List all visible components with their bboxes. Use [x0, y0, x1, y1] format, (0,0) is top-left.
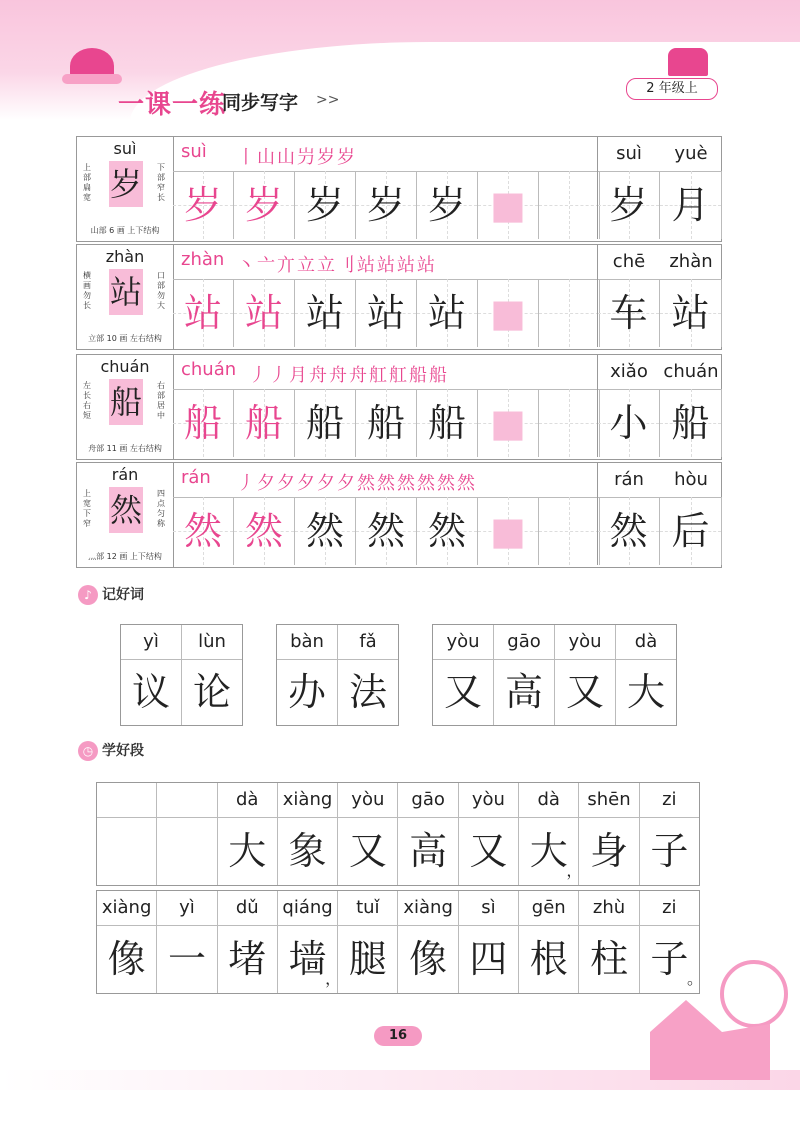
char-radical-info: 立部 10 画 左右结构 — [88, 334, 162, 343]
paragraph-pinyin: qiáng — [278, 891, 337, 926]
paragraph-line-2 — [96, 890, 703, 994]
right-tip: 口部勿大 — [157, 271, 165, 310]
stroke-step: 岁 — [317, 147, 337, 168]
paragraph-pinyin: zhù — [579, 891, 638, 926]
stroke-step: 立 — [317, 255, 337, 276]
paragraph-cell — [157, 783, 217, 885]
word-pinyin: chuán — [663, 361, 719, 382]
stroke-order-band — [173, 245, 597, 280]
char-pinyin: rán — [111, 465, 139, 484]
word-cell — [660, 171, 722, 239]
practice-cell[interactable] — [539, 171, 600, 239]
practice-cells — [173, 171, 600, 239]
stroke-step: 夕 — [277, 473, 297, 494]
left-tip: 上宽下窄 — [83, 489, 91, 528]
stroke-pinyin: zhàn — [181, 249, 225, 270]
word-column — [338, 625, 398, 725]
stroke-step: 屶 — [297, 147, 317, 168]
grade-badge: 2 年级上 — [626, 78, 718, 100]
practice-cell[interactable] — [234, 389, 295, 457]
char-model: 船 — [109, 379, 143, 425]
practice-cell[interactable] — [173, 279, 234, 347]
word-char: 后 — [671, 509, 710, 553]
word-cell — [598, 389, 660, 457]
stroke-step: 舟 — [349, 365, 369, 386]
practice-cell[interactable] — [539, 389, 600, 457]
stroke-step: 夕 — [317, 473, 337, 494]
practice-char: 船 — [427, 401, 466, 445]
word-column — [494, 625, 555, 725]
paragraph-cell — [459, 783, 519, 885]
word-pinyin: yòu — [433, 625, 493, 660]
char-info-panel — [77, 355, 174, 459]
stroke-step: 刂 — [337, 255, 357, 276]
word-column — [616, 625, 676, 725]
paragraph-char: 一 — [167, 937, 206, 981]
paragraph-pinyin: tuǐ — [338, 891, 397, 926]
practice-cell[interactable] — [295, 279, 356, 347]
char-row — [76, 244, 722, 350]
paragraph-char: 像 — [107, 937, 146, 981]
word-chars-row — [597, 389, 722, 457]
paragraph-char: 象 — [288, 829, 327, 873]
word-cell — [660, 497, 722, 565]
cake-icon — [668, 48, 708, 76]
word-char: 又 — [565, 670, 604, 714]
right-tip: 四点匀称 — [157, 489, 165, 528]
paragraph-pinyin: dà — [519, 783, 578, 818]
paragraph-char: 大 — [529, 829, 568, 873]
paragraph-pinyin: sì — [459, 891, 518, 926]
paragraph-cell — [97, 891, 157, 993]
tracing-placeholder: ■ — [490, 183, 526, 227]
stroke-step: 站 — [377, 255, 397, 276]
word-column — [121, 625, 182, 725]
practice-cells — [173, 389, 600, 457]
paragraph-pinyin — [97, 783, 156, 818]
tracing-placeholder: ■ — [490, 509, 526, 553]
practice-char: 站 — [183, 291, 222, 335]
left-tip: 上部扁宽 — [83, 163, 91, 202]
paragraph-pinyin: gāo — [398, 783, 457, 818]
practice-char: 船 — [305, 401, 344, 445]
stroke-order — [249, 361, 449, 387]
word-char: 高 — [504, 670, 543, 714]
char-model: 站 — [109, 269, 143, 315]
paragraph-char: 柱 — [590, 937, 629, 981]
paragraph-char — [97, 818, 156, 884]
stroke-step: 丿 — [249, 365, 269, 386]
char-radical-info: 山部 6 画 上下结构 — [90, 226, 160, 235]
stroke-step: 舟 — [309, 365, 329, 386]
bell-icon: ♪ — [78, 585, 98, 605]
paragraph-pinyin: yòu — [459, 783, 518, 818]
practice-char: 站 — [305, 291, 344, 335]
word-pinyin-row — [597, 137, 722, 172]
right-tip: 下部窄长 — [157, 163, 165, 202]
practice-cell[interactable] — [356, 279, 417, 347]
word-char: 法 — [348, 670, 387, 714]
paragraph-pinyin: xiàng — [97, 891, 156, 926]
word-pinyin-row — [597, 355, 722, 390]
paragraph-char: 腿 — [348, 937, 387, 981]
tracing-placeholder: ■ — [490, 401, 526, 445]
stroke-step: 山 — [257, 147, 277, 168]
practice-cell[interactable] — [356, 171, 417, 239]
practice-char: 然 — [183, 509, 222, 553]
practice-char: 船 — [183, 401, 222, 445]
stroke-order — [237, 469, 477, 495]
word-cell — [660, 389, 722, 457]
stroke-step: 然 — [357, 473, 377, 494]
paragraph-char: 堵 — [228, 937, 267, 981]
char-model: 岁 — [109, 161, 143, 207]
punctuation: ， — [566, 861, 583, 880]
word-pinyin-row — [597, 463, 722, 498]
stroke-step: 丶 — [237, 255, 257, 276]
section-words-title: ♪ 记好词 — [78, 584, 144, 605]
stroke-step: 然 — [457, 473, 477, 494]
practice-char: 站 — [244, 291, 283, 335]
tracing-placeholder: ■ — [490, 291, 526, 335]
stroke-pinyin: chuán — [181, 359, 237, 380]
word-pinyin: rán — [614, 469, 644, 490]
paragraph-pinyin: dǔ — [218, 891, 277, 926]
word-char: 月 — [671, 183, 710, 227]
stroke-step: 岁 — [337, 147, 357, 168]
page-number: 16 — [374, 1026, 422, 1046]
word-box — [432, 624, 677, 726]
paragraph-cell — [640, 891, 703, 993]
practice-char: 站 — [366, 291, 405, 335]
word-pinyin: yuè — [674, 143, 708, 164]
word-cell — [598, 171, 660, 239]
paragraph-char: 根 — [529, 937, 568, 981]
practice-cell[interactable] — [478, 497, 539, 565]
practice-cell[interactable] — [234, 279, 295, 347]
word-pinyin: hòu — [674, 469, 708, 490]
word-column — [433, 625, 494, 725]
paragraph-pinyin: dà — [218, 783, 277, 818]
word-char: 车 — [609, 291, 648, 335]
stroke-pinyin: rán — [181, 467, 211, 488]
hat-logo-icon — [70, 48, 114, 84]
char-row — [76, 354, 722, 460]
word-pinyin: gāo — [494, 625, 554, 660]
word-pinyin: fǎ — [338, 625, 398, 660]
paragraph-char: 又 — [348, 829, 387, 873]
stroke-step: 然 — [417, 473, 437, 494]
paragraph-char: 大 — [228, 829, 267, 873]
paragraph-cell — [157, 891, 217, 993]
stroke-step: 然 — [437, 473, 457, 494]
stroke-order-band — [173, 137, 597, 172]
practice-cell[interactable] — [356, 497, 417, 565]
practice-cell[interactable] — [173, 171, 234, 239]
left-tip: 左长右短 — [83, 381, 91, 420]
practice-cell[interactable] — [478, 279, 539, 347]
stroke-step: 亣 — [277, 255, 297, 276]
practice-cell[interactable] — [234, 171, 295, 239]
paragraph-cell — [398, 783, 458, 885]
word-char: 船 — [671, 401, 710, 445]
word-char: 又 — [443, 670, 482, 714]
practice-cell[interactable] — [356, 389, 417, 457]
word-column — [555, 625, 616, 725]
char-info-panel — [77, 137, 174, 241]
paragraph-pinyin: xiàng — [278, 783, 337, 818]
char-pinyin: suì — [113, 139, 137, 158]
practice-cell[interactable] — [295, 171, 356, 239]
right-tip: 右部居中 — [157, 381, 165, 420]
paragraph-pinyin — [157, 783, 216, 818]
practice-cell[interactable] — [539, 497, 600, 565]
paragraph-cell — [459, 891, 519, 993]
word-char: 论 — [192, 670, 231, 714]
series-title: 一课一练 — [118, 90, 227, 120]
word-pinyin: suì — [616, 143, 642, 164]
word-char: 然 — [609, 509, 648, 553]
paragraph-cell — [218, 891, 278, 993]
char-info-panel — [77, 245, 174, 349]
paragraph-cell — [278, 891, 342, 993]
paragraph-cell — [640, 783, 699, 885]
word-column — [182, 625, 242, 725]
title-arrow: >> — [316, 92, 340, 108]
paragraph-pinyin: shēn — [579, 783, 638, 818]
stroke-step: 站 — [357, 255, 377, 276]
word-pinyin: zhàn — [669, 251, 713, 272]
word-pinyin: yì — [121, 625, 181, 660]
paragraph-char — [157, 818, 216, 884]
practice-char: 船 — [244, 401, 283, 445]
word-box — [120, 624, 243, 726]
stroke-step: 舡 — [369, 365, 389, 386]
stroke-order-band — [173, 355, 597, 390]
paragraph-char: 高 — [409, 829, 448, 873]
stroke-step: 月 — [289, 365, 309, 386]
word-pinyin: yòu — [555, 625, 615, 660]
practice-cell[interactable] — [478, 389, 539, 457]
practice-cell[interactable] — [295, 497, 356, 565]
stroke-step: 站 — [397, 255, 417, 276]
paragraph-pinyin: zi — [640, 891, 699, 926]
word-cell — [660, 279, 722, 347]
paragraph-char: 子 — [650, 937, 689, 981]
paragraph-cell — [278, 783, 338, 885]
left-tip: 横画勿长 — [83, 271, 91, 310]
paragraph-char: 身 — [590, 829, 629, 873]
char-info-panel — [77, 463, 174, 567]
word-chars-row — [597, 497, 722, 565]
word-box — [276, 624, 399, 726]
section-paragraph-title: ◷ 学好段 — [78, 740, 144, 761]
paragraph-char: 子 — [650, 829, 689, 873]
practice-char: 岁 — [244, 183, 283, 227]
stroke-order-band — [173, 463, 597, 498]
char-pinyin: chuán — [100, 357, 150, 376]
paragraph-cell — [97, 783, 157, 885]
word-pinyin: lùn — [182, 625, 242, 660]
word-char: 小 — [609, 401, 648, 445]
practice-cell[interactable] — [478, 171, 539, 239]
practice-char: 岁 — [366, 183, 405, 227]
word-pinyin: bàn — [277, 625, 337, 660]
paragraph-pinyin: gēn — [519, 891, 578, 926]
stroke-step: 船 — [409, 365, 429, 386]
practice-char: 岁 — [183, 183, 222, 227]
paragraph-char: 像 — [409, 937, 448, 981]
practice-char: 然 — [427, 509, 466, 553]
word-char: 站 — [671, 291, 710, 335]
stroke-step: 舟 — [329, 365, 349, 386]
paragraph-pinyin: yòu — [338, 783, 397, 818]
char-radical-info: 灬部 12 画 上下结构 — [88, 552, 162, 561]
word-char: 岁 — [609, 183, 648, 227]
practice-char: 然 — [366, 509, 405, 553]
paragraph-char: 墙 — [288, 937, 327, 981]
paragraph-cell — [218, 783, 278, 885]
stroke-order — [237, 143, 357, 169]
stroke-step: 夕 — [257, 473, 277, 494]
practice-cells — [173, 497, 600, 565]
word-pinyin: dà — [616, 625, 676, 660]
stroke-step: 夕 — [297, 473, 317, 494]
word-pinyin-row — [597, 245, 722, 280]
char-row — [76, 136, 722, 242]
paragraph-char: 又 — [469, 829, 508, 873]
paragraph-cell — [519, 783, 583, 885]
paragraph-cell — [519, 891, 579, 993]
practice-cell[interactable] — [539, 279, 600, 347]
practice-char: 站 — [427, 291, 466, 335]
practice-char: 岁 — [305, 183, 344, 227]
word-pinyin: chē — [612, 251, 646, 272]
word-pinyin: xiǎo — [610, 361, 648, 382]
word-char: 议 — [131, 670, 170, 714]
stroke-step: 船 — [429, 365, 449, 386]
practice-char: 岁 — [427, 183, 466, 227]
punctuation: ， — [325, 969, 342, 988]
stroke-step: 丿 — [237, 473, 257, 494]
stroke-step: 立 — [297, 255, 317, 276]
char-radical-info: 舟部 11 画 左右结构 — [88, 444, 162, 453]
stroke-step: 亠 — [257, 255, 277, 276]
punctuation: 。 — [686, 969, 703, 988]
paragraph-char: 四 — [469, 937, 508, 981]
stroke-step: 夕 — [337, 473, 357, 494]
word-char: 大 — [626, 670, 665, 714]
paragraph-cell — [398, 891, 458, 993]
char-row — [76, 462, 722, 568]
practice-cell[interactable] — [295, 389, 356, 457]
paragraph-pinyin: xiàng — [398, 891, 457, 926]
word-char: 办 — [287, 670, 326, 714]
practice-char: 船 — [366, 401, 405, 445]
stroke-step: 站 — [417, 255, 437, 276]
stroke-step: 然 — [377, 473, 397, 494]
paragraph-cell — [338, 783, 398, 885]
practice-cell[interactable] — [173, 497, 234, 565]
practice-cell[interactable] — [173, 389, 234, 457]
paragraph-cell — [579, 891, 639, 993]
word-cell — [598, 279, 660, 347]
practice-cell[interactable] — [417, 279, 478, 347]
char-pinyin: zhàn — [105, 247, 145, 266]
stroke-step: 舡 — [389, 365, 409, 386]
word-chars-row — [597, 279, 722, 347]
word-cell — [598, 497, 660, 565]
stroke-step: 山 — [277, 147, 297, 168]
clock-icon: ◷ — [78, 741, 98, 761]
stroke-step: 丨 — [237, 147, 257, 168]
practice-cell[interactable] — [417, 389, 478, 457]
paragraph-cell — [579, 783, 639, 885]
windmill-icon — [720, 960, 788, 1028]
char-model: 然 — [109, 487, 143, 533]
stroke-pinyin: suì — [181, 141, 207, 162]
practice-cell[interactable] — [417, 171, 478, 239]
stroke-step: 丿 — [269, 365, 289, 386]
paragraph-cell — [338, 891, 398, 993]
lesson-title: 同步写字 — [222, 92, 299, 114]
paragraph-line-1 — [96, 782, 700, 886]
stroke-step: 然 — [397, 473, 417, 494]
practice-char: 然 — [244, 509, 283, 553]
practice-cells — [173, 279, 600, 347]
paragraph-pinyin: zi — [640, 783, 699, 818]
stroke-order — [237, 251, 437, 277]
practice-char: 然 — [305, 509, 344, 553]
word-column — [277, 625, 338, 725]
word-chars-row — [597, 171, 722, 239]
practice-cell[interactable] — [234, 497, 295, 565]
paragraph-pinyin: yì — [157, 891, 216, 926]
practice-cell[interactable] — [417, 497, 478, 565]
